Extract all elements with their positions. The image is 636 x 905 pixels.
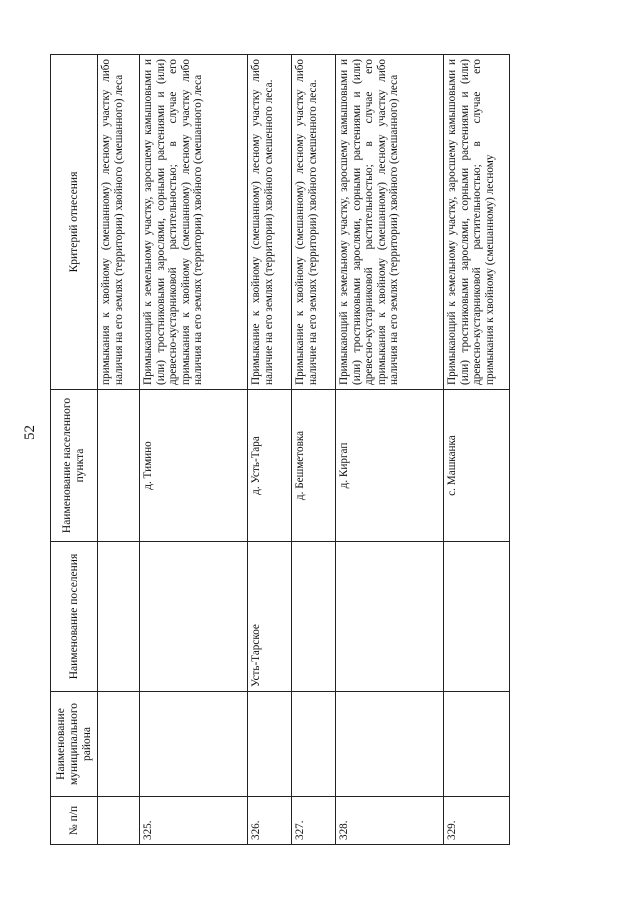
row-criterion: Примыкающий к земельному участку, заросшему камышовыми и (или) тростниковыми зарослями, сорными растениями и (или) древесно-кустарниковой растительностью; в случае его примыкания к хвойному (смешанному) лесному участку либо наличия на его землях (территории) хвойного (смешанного) леса bbox=[336, 55, 444, 390]
row-criterion: Примыкание к хвойному (смешанному) лесному участку либо наличие на его землях (территории) хвойного смешенного леса. bbox=[248, 55, 292, 390]
settlements-table bbox=[50, 54, 510, 845]
row-settlement bbox=[140, 542, 248, 692]
row-locality: д. Киргап bbox=[336, 390, 444, 542]
row-district bbox=[292, 692, 336, 797]
row-settlement bbox=[444, 542, 510, 692]
table-row bbox=[444, 55, 510, 845]
row-settlement bbox=[98, 542, 140, 692]
row-district bbox=[248, 692, 292, 797]
rotated-table-container bbox=[50, 55, 620, 845]
table-row bbox=[292, 55, 336, 845]
header-locality: Наименование населенного пункта bbox=[51, 390, 98, 542]
row-num: 329. bbox=[444, 797, 510, 845]
row-locality bbox=[98, 390, 140, 542]
table-header-row bbox=[51, 55, 98, 845]
row-locality: д. Бешметовка bbox=[292, 390, 336, 542]
header-num: № п/п bbox=[51, 797, 98, 845]
row-num: 326. bbox=[248, 797, 292, 845]
header-settlement: Наименование поселения bbox=[51, 542, 98, 692]
row-locality: с. Машканка bbox=[444, 390, 510, 542]
row-criterion: Примыкание к хвойному (смешанному) лесному участку либо наличие на его землях (территории) хвойного смешенного леса. bbox=[292, 55, 336, 390]
table-row bbox=[248, 55, 292, 845]
row-criterion: примыкания к хвойному (смешанному) лесному участку либо наличия на его землях (территории) хвойного (смешанного) леса bbox=[98, 55, 140, 390]
row-settlement bbox=[336, 542, 444, 692]
row-settlement bbox=[292, 542, 336, 692]
row-criterion: Примыкающий к земельному участку, заросшему камышовыми и (или) тростниковыми зарослями, сорными растениями и (или) древесно-кустарниковой растительностью; в случае его примыкания к хвойному (смешанному) лесному участку либо наличия на его землях (территории) хвойного (смешанного) леса bbox=[140, 55, 248, 390]
row-locality: д. Тимино bbox=[140, 390, 248, 542]
table-row bbox=[98, 55, 140, 845]
table-row bbox=[140, 55, 248, 845]
row-district bbox=[140, 692, 248, 797]
row-num: 328. bbox=[336, 797, 444, 845]
row-district bbox=[444, 692, 510, 797]
row-num bbox=[98, 797, 140, 845]
page-number: 52 bbox=[22, 425, 38, 440]
row-district bbox=[336, 692, 444, 797]
header-criterion: Критерий отнесения bbox=[51, 55, 98, 390]
header-district: Наименование муниципального района bbox=[51, 692, 98, 797]
table-row bbox=[336, 55, 444, 845]
row-criterion: Примыкающий к земельному участку, заросшему камышовыми и (или) тростниковыми зарослями, сорными растениями и (или) древесно-кустарниковой растительностью; в случае его примыкания к хвойному (смешанному) лесному bbox=[444, 55, 510, 390]
row-num: 327. bbox=[292, 797, 336, 845]
row-num: 325. bbox=[140, 797, 248, 845]
row-locality: д. Усть-Тара bbox=[248, 390, 292, 542]
row-settlement: Усть-Тарское bbox=[248, 542, 292, 692]
row-district bbox=[98, 692, 140, 797]
